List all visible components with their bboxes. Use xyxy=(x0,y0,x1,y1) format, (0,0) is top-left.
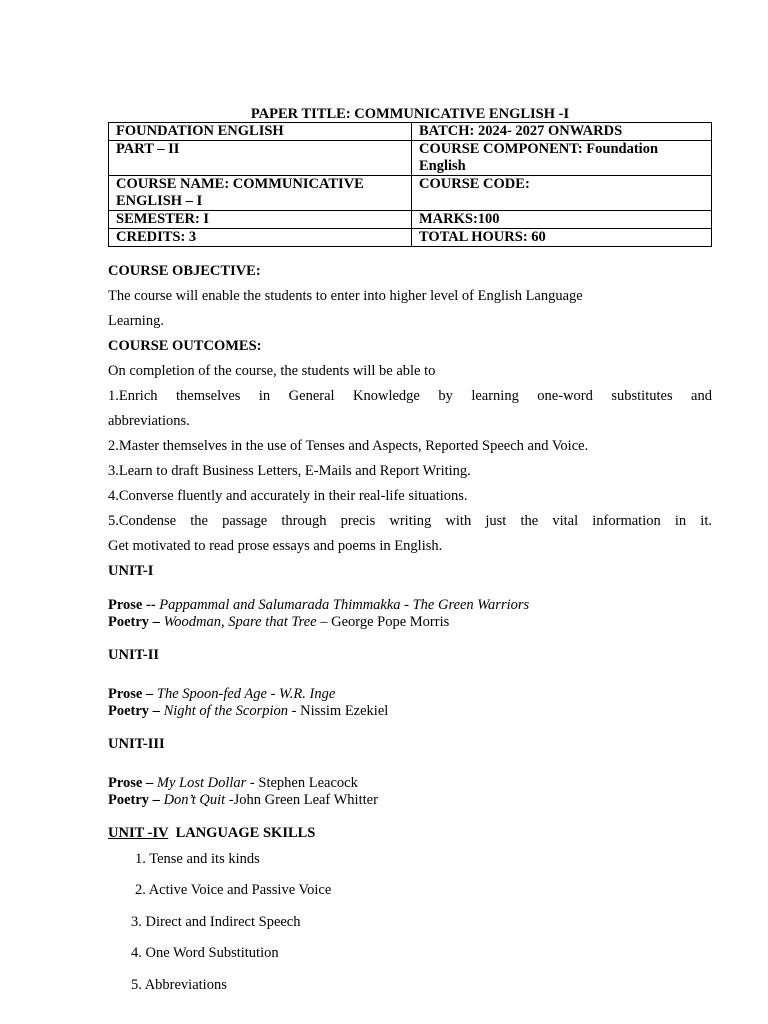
table-cell: CREDITS: 3 xyxy=(109,229,412,247)
list-item: 5. Abbreviations xyxy=(131,977,227,993)
prose-title: The Spoon-fed Age - W.R. Inge xyxy=(153,686,336,702)
table-cell: BATCH: 2024- 2027 ONWARDS xyxy=(412,123,712,141)
poetry-title: Night of the Scorpion xyxy=(159,703,289,719)
objective-text-line: Learning. xyxy=(108,313,164,329)
prose-title: Pappammal and Salumarada Thimmakka - The Green Warriors xyxy=(155,597,530,613)
poetry-title: Woodman, Spare that Tree xyxy=(159,614,317,630)
list-item: 4. One Word Substitution xyxy=(131,945,279,961)
poetry-label: Poetry – xyxy=(108,792,160,808)
table-cell: SEMESTER: I xyxy=(109,211,412,229)
poetry-label: Poetry – xyxy=(108,614,160,630)
table-cell: FOUNDATION ENGLISH xyxy=(109,123,412,141)
unit-2-poetry xyxy=(108,703,712,720)
paper-title: PAPER TITLE: COMMUNICATIVE ENGLISH -I xyxy=(250,106,570,122)
list-item: 3. Direct and Indirect Speech xyxy=(131,914,301,930)
outcome-line: abbreviations. xyxy=(108,413,190,429)
prose-label: Prose -- xyxy=(108,597,156,613)
poetry-author: - Nissim Ezekiel xyxy=(288,703,389,719)
table-row xyxy=(109,211,712,229)
list-item: 2. Active Voice and Passive Voice xyxy=(135,882,332,898)
unit-3-prose xyxy=(108,775,712,792)
outcome-line: 5.Condense the passage through precis writing with just the vital information in it. xyxy=(108,513,712,529)
table-row xyxy=(109,176,712,211)
table-row xyxy=(109,123,712,141)
outcomes-intro: On completion of the course, the students will be able to xyxy=(108,363,436,379)
poetry-author: – George Pope Morris xyxy=(316,614,450,630)
table-cell: MARKS:100 xyxy=(412,211,712,229)
table-cell: TOTAL HOURS: 60 xyxy=(412,229,712,247)
table-cell: COURSE NAME: COMMUNICATIVE ENGLISH – I xyxy=(109,176,412,211)
table-cell: COURSE CODE: xyxy=(412,176,712,211)
unit-1-heading: UNIT-I xyxy=(108,563,154,579)
outcome-line: 1.Enrich themselves in General Knowledge by learning one-word substitutes and xyxy=(108,388,712,404)
prose-author: - Stephen Leacock xyxy=(246,775,358,791)
course-objective-heading: COURSE OBJECTIVE: xyxy=(108,263,261,279)
unit-3-heading: UNIT-III xyxy=(108,736,165,752)
prose-label: Prose – xyxy=(108,686,154,702)
unit-1-prose xyxy=(108,597,712,614)
unit-2-heading: UNIT-II xyxy=(108,647,160,663)
outcome-line: 3.Learn to draft Business Letters, E-Mails and Report Writing. xyxy=(108,463,471,479)
course-outcomes-heading: COURSE OUTCOMES: xyxy=(108,338,262,354)
unit-4-heading xyxy=(108,825,712,842)
outcome-line: 4.Converse fluently and accurately in their real-life situations. xyxy=(108,488,468,504)
outcome-line: 2.Master themselves in the use of Tenses and Aspects, Reported Speech and Voice. xyxy=(108,438,589,454)
poetry-title: Don’t Quit xyxy=(159,792,226,808)
poetry-author: -John Green Leaf Whitter xyxy=(225,792,378,808)
table-cell: COURSE COMPONENT: Foundation English xyxy=(412,141,712,176)
list-item: 1. Tense and its kinds xyxy=(135,851,260,867)
table-row xyxy=(109,229,712,247)
table-row xyxy=(109,141,712,176)
unit-3-poetry xyxy=(108,792,712,809)
table-cell: PART – II xyxy=(109,141,412,176)
prose-label: Prose – xyxy=(108,775,154,791)
objective-text-line: The course will enable the students to enter into higher level of English Language xyxy=(108,288,583,304)
unit-4-subtitle: LANGUAGE SKILLS xyxy=(168,825,316,841)
prose-title: My Lost Dollar xyxy=(153,775,247,791)
course-info-table xyxy=(108,122,712,247)
unit-4-title: UNIT -IV xyxy=(108,825,169,841)
unit-1-poetry xyxy=(108,614,712,631)
document-page xyxy=(108,106,712,842)
unit-2-prose xyxy=(108,686,712,703)
poetry-label: Poetry – xyxy=(108,703,160,719)
outcome-line: Get motivated to read prose essays and poems in English. xyxy=(108,538,443,554)
